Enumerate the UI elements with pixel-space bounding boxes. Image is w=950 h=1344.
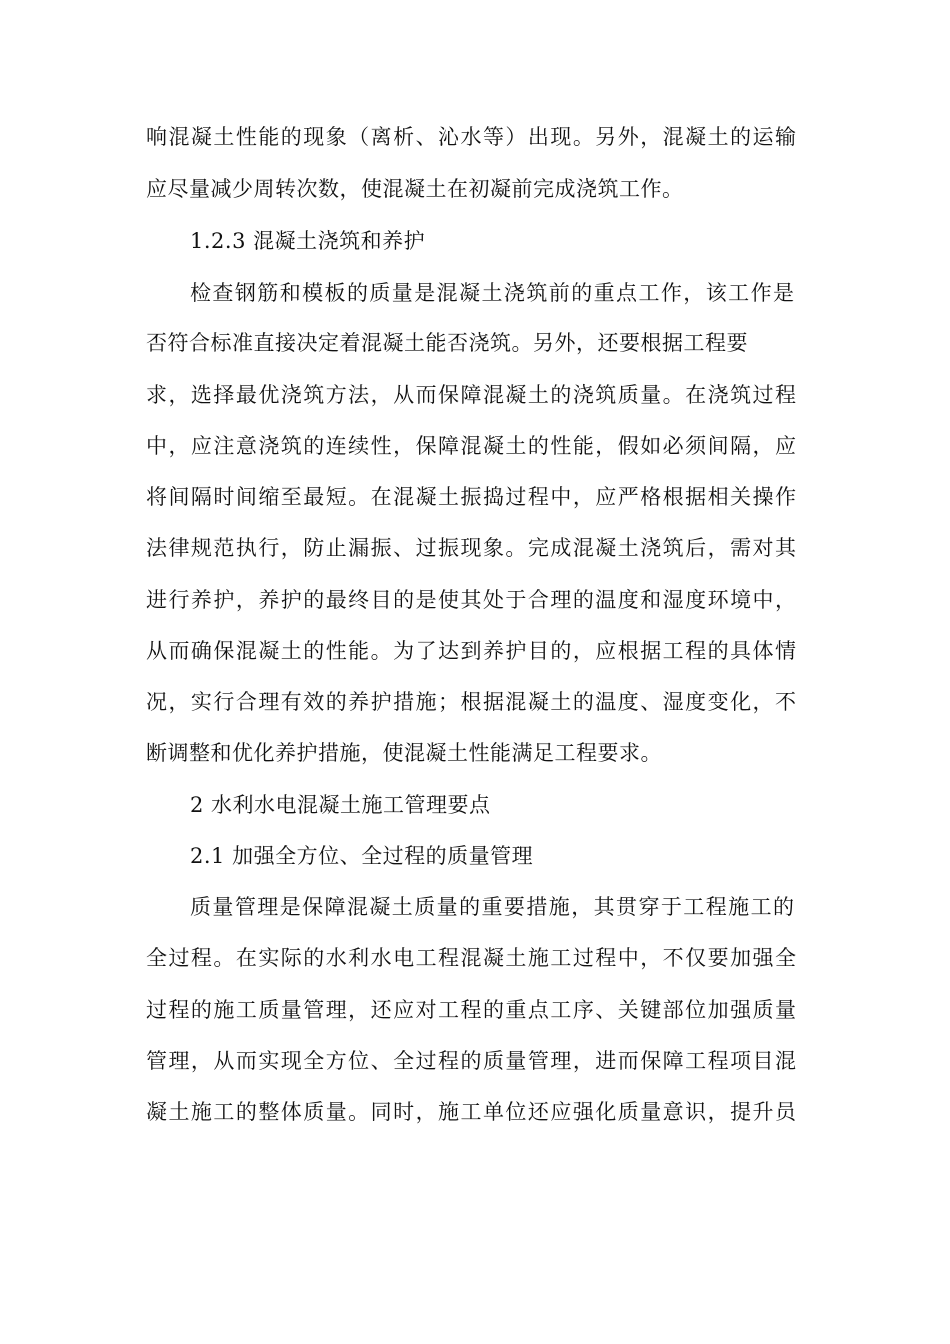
section-heading-2-1: 2.1 加强全方位、全过程的质量管理	[190, 844, 534, 868]
body-text-line: 况，实行合理有效的养护措施；根据混凝土的温度、湿度变化，不	[146, 690, 796, 714]
body-text-line: 管理，从而实现全方位、全过程的质量管理，进而保障工程项目混	[146, 1049, 796, 1073]
body-text-line: 从而确保混凝土的性能。为了达到养护目的，应根据工程的具体情	[146, 639, 796, 663]
body-text-line: 进行养护，养护的最终目的是使其处于合理的温度和湿度环境中，	[146, 588, 796, 612]
body-text-line: 法律规范执行，防止漏振、过振现象。完成混凝土浇筑后，需对其	[146, 536, 796, 560]
body-text-line: 凝土施工的整体质量。同时，施工单位还应强化质量意识，提升员	[146, 1100, 796, 1124]
body-text-line: 响混凝土性能的现象（离析、沁水等）出现。另外，混凝土的运输	[146, 125, 796, 149]
body-text-line: 质量管理是保障混凝土质量的重要措施，其贯穿于工程施工的	[190, 895, 794, 919]
body-text-line: 应尽量减少周转次数，使混凝土在初凝前完成浇筑工作。	[146, 177, 684, 201]
body-text-line: 全过程。在实际的水利水电工程混凝土施工过程中，不仅要加强全	[146, 946, 796, 970]
body-text-line: 中，应注意浇筑的连续性，保障混凝土的性能，假如必须间隔，应	[146, 434, 796, 458]
body-text-line: 过程的施工质量管理，还应对工程的重点工序、关键部位加强质量	[146, 998, 796, 1022]
section-heading-2: 2 水利水电混凝土施工管理要点	[190, 793, 491, 817]
body-text-line: 断调整和优化养护措施，使混凝土性能满足工程要求。	[146, 741, 662, 765]
body-text-line: 检查钢筋和模板的质量是混凝土浇筑前的重点工作，该工作是	[190, 281, 794, 305]
body-text-line: 否符合标准直接决定着混凝土能否浇筑。另外，还要根据工程要	[146, 331, 748, 355]
section-heading-1-2-3: 1.2.3 混凝土浇筑和养护	[190, 229, 426, 253]
body-text-line: 求，选择最优浇筑方法，从而保障混凝土的浇筑质量。在浇筑过程	[146, 383, 796, 407]
body-text-line: 将间隔时间缩至最短。在混凝土振捣过程中，应严格根据相关操作	[146, 485, 796, 509]
